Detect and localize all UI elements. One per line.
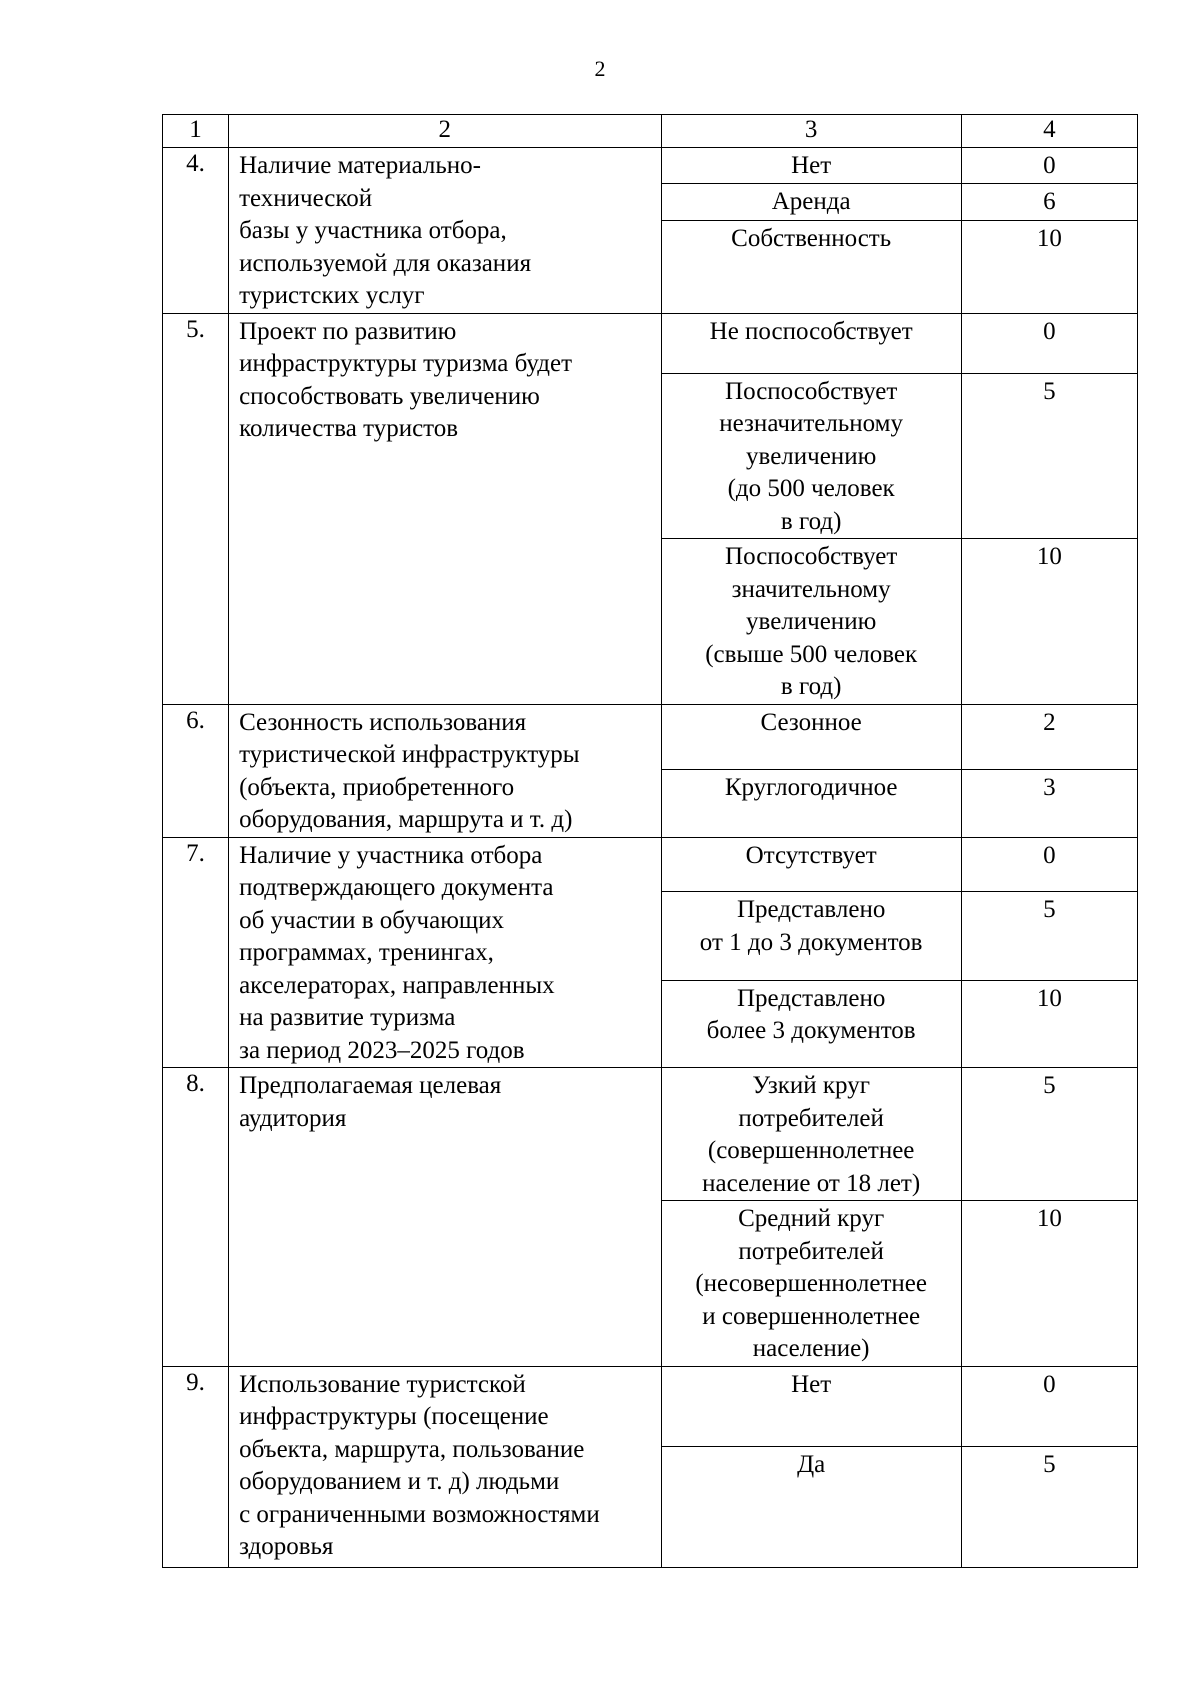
table-row bbox=[163, 313, 1138, 373]
option-cell: Представлено от 1 до 3 документов bbox=[661, 892, 961, 980]
row-number: 8. bbox=[163, 1068, 229, 1367]
score-cell: 10 bbox=[961, 980, 1137, 1067]
table-header bbox=[163, 115, 1138, 148]
score-cell: 10 bbox=[961, 539, 1137, 705]
score-cell: 6 bbox=[961, 184, 1137, 220]
option-cell: Поспособствует значительному увеличению (свыше 500 человек в год) bbox=[661, 539, 961, 705]
score-cell: 10 bbox=[961, 1201, 1137, 1367]
table-row bbox=[163, 704, 1138, 770]
score-cell: 5 bbox=[961, 1068, 1137, 1201]
row-number: 6. bbox=[163, 704, 229, 837]
score-cell: 5 bbox=[961, 373, 1137, 539]
header-row bbox=[163, 115, 1138, 148]
criterion-cell: Наличие материально- технической базы у участника отбора, используемой для оказания туристских услуг bbox=[229, 148, 661, 314]
row-number: 9. bbox=[163, 1366, 229, 1567]
table-row bbox=[163, 837, 1138, 892]
criterion-cell: Сезонность использования туристической инфраструктуры (объекта, приобретенного оборудования, маршрута и т. д) bbox=[229, 704, 661, 837]
criterion-cell: Предполагаемая целевая аудитория bbox=[229, 1068, 661, 1367]
table-row bbox=[163, 1366, 1138, 1446]
page-number: 2 bbox=[594, 56, 606, 81]
score-cell: 5 bbox=[961, 1446, 1137, 1567]
header-col-4: 4 bbox=[961, 115, 1137, 148]
option-cell: Нет bbox=[661, 1366, 961, 1446]
option-cell: Представлено более 3 документов bbox=[661, 980, 961, 1067]
header-col-1: 1 bbox=[163, 115, 229, 148]
table-row bbox=[163, 148, 1138, 184]
option-cell: Отсутствует bbox=[661, 837, 961, 892]
criterion-cell: Проект по развитию инфраструктуры туризма будет способствовать увеличению количества туристов bbox=[229, 313, 661, 704]
score-cell: 0 bbox=[961, 837, 1137, 892]
score-cell: 10 bbox=[961, 220, 1137, 313]
score-cell: 3 bbox=[961, 770, 1137, 837]
header-col-2: 2 bbox=[229, 115, 661, 148]
table-body bbox=[163, 148, 1138, 1568]
option-cell: Аренда bbox=[661, 184, 961, 220]
option-cell: Средний круг потребителей (несовершеннолетнее и совершеннолетнее население) bbox=[661, 1201, 961, 1367]
table-row bbox=[163, 1068, 1138, 1201]
criterion-cell: Использование туристской инфраструктуры (посещение объекта, маршрута, пользование оборудованием и т. д) людьми с ограниченными возможностями здоровья bbox=[229, 1366, 661, 1567]
score-cell: 0 bbox=[961, 313, 1137, 373]
criteria-table bbox=[162, 114, 1138, 1568]
score-cell: 0 bbox=[961, 148, 1137, 184]
criterion-cell: Наличие у участника отбора подтверждающего документа об участии в обучающих программах, тренингах, акселераторах, направленных на развитие туризма за период 2023–2025 годов bbox=[229, 837, 661, 1068]
score-cell: 5 bbox=[961, 892, 1137, 980]
option-cell: Поспособствует незначительному увеличению (до 500 человек в год) bbox=[661, 373, 961, 539]
option-cell: Нет bbox=[661, 148, 961, 184]
option-cell: Узкий круг потребителей (совершеннолетнее население от 18 лет) bbox=[661, 1068, 961, 1201]
option-cell: Да bbox=[661, 1446, 961, 1567]
option-cell: Круглогодичное bbox=[661, 770, 961, 837]
option-cell: Не поспособствует bbox=[661, 313, 961, 373]
row-number: 5. bbox=[163, 313, 229, 704]
option-cell: Собственность bbox=[661, 220, 961, 313]
row-number: 4. bbox=[163, 148, 229, 314]
score-cell: 0 bbox=[961, 1366, 1137, 1446]
score-cell: 2 bbox=[961, 704, 1137, 770]
option-cell: Сезонное bbox=[661, 704, 961, 770]
row-number: 7. bbox=[163, 837, 229, 1068]
header-col-3: 3 bbox=[661, 115, 961, 148]
